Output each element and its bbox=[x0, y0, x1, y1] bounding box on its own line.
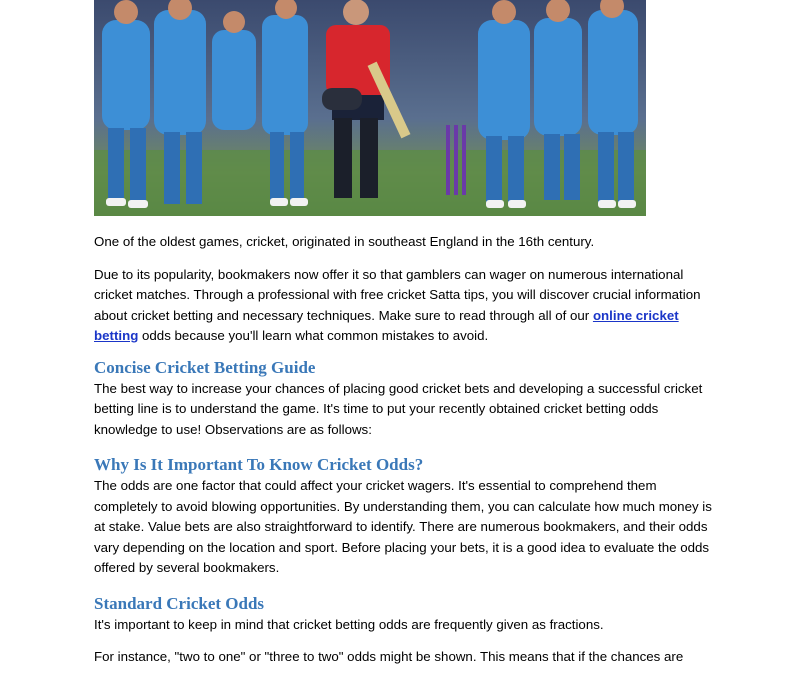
popularity-paragraph bbox=[94, 265, 714, 347]
intro-paragraph: One of the oldest games, cricket, originated in southeast England in the 16th century. bbox=[94, 234, 595, 249]
cricket-photo bbox=[94, 0, 646, 216]
popularity-text-before: Due to its popularity, bookmakers now offer it so that gamblers can wager on numerous international cricket matches. Through a professional with free cricket Satta tips, you will discover crucial information about cricket betting and necessary techniques. Make sure to read through all of our bbox=[94, 266, 701, 323]
heading-guide: Concise Cricket Betting Guide bbox=[94, 357, 316, 377]
standard-paragraph: It's important to keep in mind that cricket betting odds are frequently given as fractions. bbox=[94, 616, 604, 632]
article-body bbox=[94, 232, 714, 668]
online-cricket-betting-link[interactable]: online cricket betting bbox=[94, 307, 679, 343]
odds-paragraph: The odds are one factor that could affect your cricket wagers. It's essential to comprehend them completely to avoid blowing opportunities. By understanding them, you can calculate how much money is at stake. Value bets are also straightforward to identify. There are numerous bookmakers, and their odds vary depending on the location and sport. Before placing your bets, it is a good idea to evaluate the odds offered by several bookmakers. bbox=[94, 478, 712, 575]
guide-paragraph: The best way to increase your chances of placing good cricket bets and developing a successful cricket betting line is to understand the game. It's time to put your recently obtained cricket betting odds knowledge to use! Observations are as follows: bbox=[94, 380, 703, 437]
heading-odds: Why Is It Important To Know Cricket Odds? bbox=[94, 455, 424, 474]
instance-paragraph: For instance, "two to one" or "three to two" odds might be shown. This means that if the chances are bbox=[94, 649, 684, 664]
heading-standard-odds: Standard Cricket Odds bbox=[94, 593, 265, 613]
popularity-text-after: odds because you'll learn what common mistakes to avoid. bbox=[138, 328, 489, 343]
